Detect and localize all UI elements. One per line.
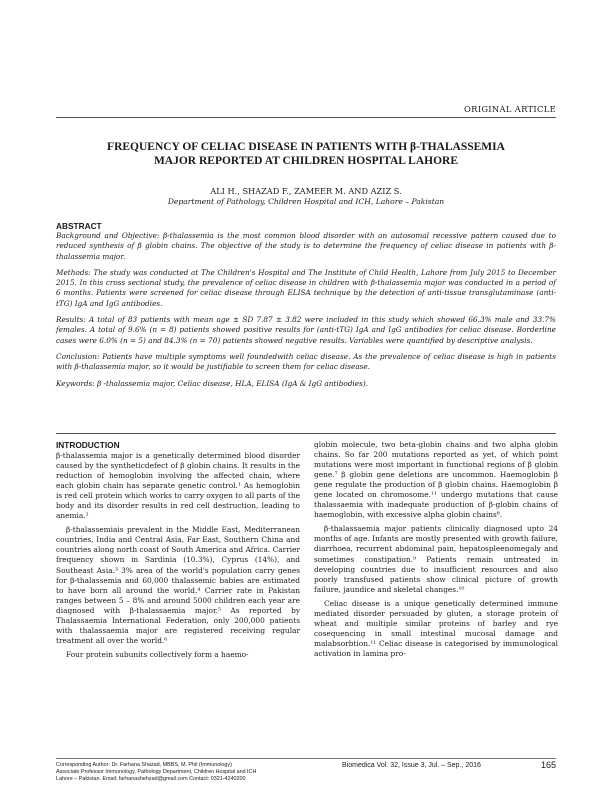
body-paragraph: β-thalassaemia major patients clinically diagnosed upto 24 months of age. Infants are mostly presented with growth failure, diarrhoea, recurrent abdominal pain, hepatospleenomegaly and sometimes constipation.⁹ Patients remain untreated in developing countries due to insufficient resources and also poorly transfused patients show clinical picture of growth failure, jaundice and skeletal changes.¹⁰	[314, 524, 558, 594]
article-title	[70, 141, 542, 168]
body-paragraph: Four protein subunits collectively form a haemo-	[66, 649, 249, 659]
author-list: ALI H., SHAZAD F., ZAMEER M. AND AZIZ S.	[210, 186, 402, 196]
body-paragraph: β-thalassemia major is a genetically determined blood disorder caused by the syntheticdefect of β globin chains. It results in the reduction of hemoglobin involving the affected chain, where each globin chain has separate genetic control.¹ As hemoglobin is red cell protein which works to carry oxygen to all parts of the body and its disorder results in red cell destruction, leading to anemia.²	[56, 451, 300, 521]
body-paragraph: globin molecule, two beta-globin chains and two alpha globin chains. So far 200 mutations reported as yet, of which point mutations were most important in functional regions of β globin gene.⁷ β globin gene deletions are uncommon. Haemoglobin β gene regulate the production of β globin chains. Haemoglobin β gene located on chromosome.¹¹ undergo mutations that cause thalassaemia with inadequate production of β-globin chains of haemoglobin, with excessive alpha globin chains⁸.	[314, 440, 558, 520]
corresponding-author-note	[56, 762, 356, 783]
body-paragraph: β-thalassemiais prevalent in the Middle East, Mediterranean countries, India and Central Asia, Far East, Southern China and countries along north coast of South America and Africa. Carrier frequency shown in Sardinia (10.3%), Cyprus (14%), and Southeast Asia.³ 3% area of the world's population carry genes for β-thalassemia and 60,000 thalassemic babies are estimated to have born all around the world.⁴ Carrier rate in Pakistan ranges between 5 – 8% and around 5000 children each year are diagnosed with β-thalassaemia major.⁵ As reported by Thalassaemia International Federation, only 200,000 patients with thalassaemia major are registered receiving regular treatment all over the world.⁶	[56, 525, 300, 645]
affiliation: Department of Pathology, Children Hospital and ICH, Lahore – Pakistan	[167, 197, 445, 206]
footer-rule	[56, 758, 556, 759]
body-column-right	[314, 440, 558, 659]
abstract-heading: ABSTRACT	[56, 221, 102, 231]
article-type-label: ORIGINAL ARTICLE	[463, 104, 556, 114]
abstract-keywords: Keywords: β -thalassemia major, Celiac disease, HLA, ELISA (IgA & IgG antibodies).	[56, 378, 368, 388]
header-rule	[56, 117, 556, 118]
abstract-section	[56, 221, 556, 389]
title-line-1: FREQUENCY OF CELIAC DISEASE IN PATIENTS WITH β-THALASSEMIA	[107, 141, 505, 153]
page-number: 165	[540, 760, 556, 770]
introduction-heading: INTRODUCTION	[56, 440, 120, 450]
abstract-conclusion: Conclusion: Patients have multiple symptoms well foundedwith celiac disease. As the prevalence of celiac disease is high in patients with β-thalassemia major, so it would be justifiable to screen them for celiac disease.	[56, 351, 556, 372]
title-line-2: MAJOR REPORTED AT CHILDREN HOSPITAL LAHORE	[153, 154, 459, 167]
author-contact: Lahore – Pakistan. Email: farhanashehzad@gmail.com Contact: 0321-4240200	[56, 776, 246, 782]
body-paragraph: Celiac disease is a unique genetically determined immune mediated disorder persuaded by gluten, a storage protein of wheat and multiple similar proteins of barley and rye cosequencing in small intestinal mucosal damage and malabsorbtion.¹¹ Celiac disease is categorised by immunological activation in lamina pro-	[314, 598, 558, 658]
abstract-results: Results: A total of 83 patients with mean age ± SD 7.87 ± 3.82 were included in this study which showed 66.3% male and 33.7% females. A total of 9.6% (n = 8) patients showed positive results for (anti-tTG) IgA and IgG antibodies for celiac disease. Borderline cases were 6.0% (n = 5) and 84.3% (n = 70) patients showed negative results. Variables were quantified by descriptive analysis.	[56, 315, 556, 345]
corresponding-author: Corresponding Author: Dr. Farhana Shazad, MBBS, M. Phil (Immunology)	[56, 762, 232, 768]
body-column-left	[56, 440, 300, 660]
journal-citation: Biomedica Vol. 32, Issue 3, Jul. – Sep., 2016	[342, 762, 481, 769]
abstract-rule	[56, 433, 556, 434]
abstract-methods: Methods: The study was conducted at The Children's Hospital and The Institute of Child Health, Lahore from July 2015 to December 2015. In this cross sectional study, the prevalence of celiac disease in children with β-thalassemia major was conducted in a period of 6 months. Patients were screened for celiac disease through ELISA technique by the detection of anti-tissue transglutaminase (anti-tTG) IgA and IgG antibodies.	[56, 267, 556, 308]
abstract-background: Background and Objective: β-thalassemia is the most common blood disorder with an autosomal recessive pattern caused due to reduced synthesis of β globin chains. The objective of the study is to determine the frequency of celiac disease in patients with β-thalassemia major.	[56, 231, 556, 261]
author-position: Associate Professor Immunology, Pathology Department, Children Hospital and ICH	[56, 769, 257, 775]
